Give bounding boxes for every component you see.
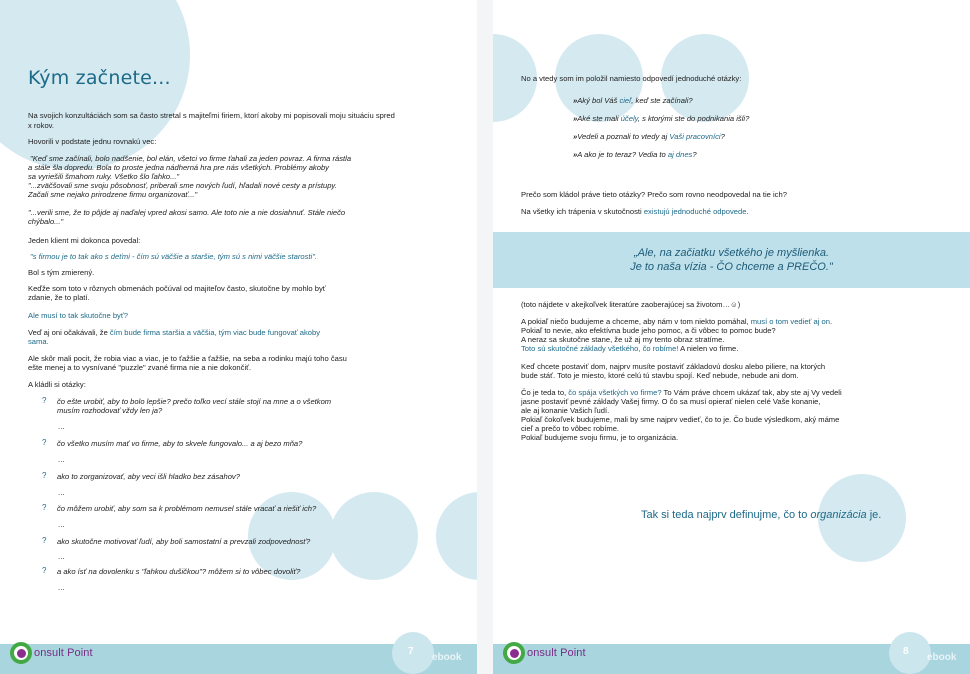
paragraph: Bol s tým zmierený. <box>28 268 95 277</box>
paragraph: No a vtedy som im položil namiesto odpovedí jednoduché otázky: <box>521 74 742 83</box>
text: To Vám práve chcem ukázať tak, aby ste aj Vy vedeli <box>661 388 842 397</box>
highlight-text: organizácia <box>810 509 867 521</box>
paragraph: (toto nájdete v akejkoľvek literatúre zaoberajúcej sa životom…☺) <box>521 300 741 309</box>
question-mark-icon: ? <box>42 566 47 575</box>
question-mark-icon: ? <box>42 438 47 447</box>
text: Aké ste mali <box>577 114 621 123</box>
brand-logo <box>503 640 586 666</box>
question-mark-icon: ? <box>42 396 47 405</box>
ellipsis: ... <box>58 583 65 592</box>
question-mark-icon: ? <box>42 503 47 512</box>
arrow-icon: » <box>573 96 578 105</box>
highlight-text: existujú jednoduché odpovede <box>643 207 747 216</box>
quote-line: sa vyriešili šmahom ruky. Všetko šlo ľahko..." <box>28 172 180 181</box>
page-number: 8 <box>903 646 909 657</box>
ellipsis: ... <box>58 455 65 464</box>
paragraph <box>521 344 738 354</box>
paragraph: bude stáť. Toto je miesto, ktoré celú tú stavbu spojí. Keď nebude, nebude ani dom. <box>521 371 799 380</box>
paragraph: ale aj konanie Vašich ľudí. <box>521 406 610 415</box>
ebook-label: ebook <box>432 652 462 663</box>
quote-line: "...verili sme, že to pôjde aj naďalej vpred akosi samo. Ale toto nie a nie dosiahnuť. Stále niečo <box>28 208 346 217</box>
highlight-text: sama. <box>28 337 49 346</box>
decor-circle <box>436 492 477 580</box>
highlight-text: Toto sú skutočné základy všetkého, čo robíme! <box>521 344 679 353</box>
question-text: čo ešte urobiť, aby to bolo lepšie? prečo toľko vecí stále stojí na mne a o všetkom <box>57 397 332 406</box>
paragraph: Keďže som toto v rôznych obmenách počúval od majiteľov často, skutočne by mohlo byť <box>28 284 326 293</box>
page-left <box>0 0 477 674</box>
paragraph: Pokiaľ budujeme svoju firmu, je to organizácia. <box>521 433 679 442</box>
arrow-icon: » <box>573 114 578 123</box>
paragraph: Pokiaľ to nevie, ako efektívna bude jeho pomoc, a či vôbec to pomoc bude? <box>521 326 776 335</box>
guiding-question <box>573 132 725 142</box>
banner-line: „Ale, na začiatku všetkého je myšlienka. <box>633 247 830 259</box>
quote-banner <box>493 232 970 288</box>
highlight-text: účely <box>620 114 638 123</box>
question-text: a ako ísť na dovolenku s "ľahkou dušičkou"? môžem si to vôbec dovoliť? <box>57 567 301 576</box>
paragraph: cieľ a prečo to vôbec robíme. <box>521 424 620 433</box>
page-title: Kým začnete... <box>28 67 171 89</box>
ellipsis: ... <box>58 422 65 431</box>
text: ? <box>692 150 697 159</box>
text: Na všetky ich trápenia v skutočnosti <box>521 207 644 216</box>
quote-line: Začali sme nejako prirodzene firmu organizovať..." <box>28 190 198 199</box>
quote-line: chýbalo..." <box>28 217 64 226</box>
paragraph: jasne postaviť pevné základy Vašej firmy. O čo sa musí opierať nielen celé Vaše konanie, <box>521 397 821 406</box>
page-number: 7 <box>408 646 414 657</box>
logo-icon <box>10 642 32 664</box>
question-mark-icon: ? <box>42 471 47 480</box>
text: Aký bol Váš <box>577 96 620 105</box>
paragraph: Hovorili v podstate jednu rovnakú vec: <box>28 137 157 146</box>
closing-statement <box>641 508 881 522</box>
text: je. <box>866 509 882 521</box>
paragraph: A kládli si otázky: <box>28 380 86 389</box>
arrow-icon: » <box>573 132 578 141</box>
page-gutter <box>477 0 493 674</box>
highlight-text: aj dnes <box>667 150 693 159</box>
paragraph: zdanie, že to platí. <box>28 293 90 302</box>
highlight-text: cieľ <box>619 96 632 105</box>
paragraph <box>521 207 749 217</box>
paragraph: ešte menej a to vysnívané "puzzle" zvané firma nie a nie dokončiť. <box>28 363 252 372</box>
quote-line: "...zväčšovali sme svoju pôsobnosť, priberali sme nových ľudí, hľadali nové cesty a prístupy. <box>28 181 337 190</box>
paragraph: Na svojich konzultáciách som sa často stretal s majiteľmi firiem, ktorí akoby mi popisovali moju situáciu spred x rokov. <box>28 111 395 130</box>
paragraph: Ale skôr mali pocit, že robia viac a viac, je to ťažšie a ťažšie, na seba a rodinku majú toho času <box>28 354 347 363</box>
paragraph: Keď chcete postaviť dom, najprv musíte postaviť základovú dosku alebo piliere, na ktorých <box>521 362 826 371</box>
page-number-circle <box>889 632 931 674</box>
text: Čo je teda to, <box>521 388 569 397</box>
quote-line: a stále šla dopredu. Bola to proste jedna nádherná hra pre nás všetkých. Problémy akoby <box>28 163 329 172</box>
question-text: musím rozhodovať vždy len ja? <box>57 406 163 415</box>
text: A pokiaľ niečo budujeme a chceme, aby nám v tom niekto pomáhal, <box>521 317 751 326</box>
paragraph: Prečo som kládol práve tieto otázky? Prečo som rovno neodpovedal na tie ich? <box>521 190 787 199</box>
highlight-text: musí o tom vedieť aj on <box>750 317 830 326</box>
banner-line: Je to naša vízia - ČO chceme a PREČO." <box>630 261 833 273</box>
highlight-text: čím bude firma staršia a väčšia, tým viac bude fungovať akoby <box>109 328 321 337</box>
paragraph <box>28 328 320 338</box>
question-mark-icon: ? <box>42 536 47 545</box>
question-text: ako to zorganizovať, aby veci išli hladko bez zásahov? <box>57 472 240 481</box>
question-text: čo môžem urobiť, aby som sa k problémom nemusel stále vracať a riešiť ich? <box>57 504 317 513</box>
text: . <box>829 317 833 326</box>
guiding-question <box>573 150 697 160</box>
paragraph: Pokiaľ čokoľvek budujeme, mali by sme najprv vedieť, čo to je. Čo bude výsledkom, aký máme <box>521 415 840 424</box>
logo-icon <box>503 642 525 664</box>
text: , keď ste začínali? <box>631 96 693 105</box>
highlight-text: Vaši pracovníci <box>669 132 721 141</box>
question-heading: Ale musí to tak skutočne byť? <box>28 311 128 320</box>
text: Tak si teda najprv definujme, čo to <box>641 509 811 521</box>
text: , s ktorými ste do podnikania išli? <box>637 114 750 123</box>
question-text: čo všetko musím mať vo firme, aby to skvele fungovalo... a aj bezo mňa? <box>57 439 303 448</box>
quote-line: "Keď sme začínali, bolo nadšenie, bol elán, všetci vo firme ťahali za jeden povraz. A firma rástla <box>30 154 352 163</box>
guiding-question <box>573 114 749 124</box>
text: A nielen vo firme. <box>678 344 739 353</box>
ellipsis: ... <box>58 488 65 497</box>
highlight-text: čo spája všetkých vo firme? <box>568 388 662 397</box>
paragraph: Jeden klient mi dokonca povedal: <box>28 236 141 245</box>
paragraph: A neraz sa skutočne stane, že už aj my tento obraz stratíme. <box>521 335 725 344</box>
brand-logo <box>10 640 93 666</box>
page-right <box>493 0 970 674</box>
ellipsis: ... <box>58 520 65 529</box>
guiding-question <box>573 96 693 106</box>
text: A ako je to teraz? Vedia to <box>577 150 668 159</box>
decor-circle <box>330 492 418 580</box>
client-quote: "s firmou je to tak ako s deťmi - čím sú väčšie a staršie, tým sú s nimi väčšie starosti". <box>30 252 318 261</box>
logo-text: onsult Point <box>34 646 93 659</box>
question-text: ako skutočne motivovať ľudí, aby boli samostatní a prevzali zodpovednosť? <box>57 537 311 546</box>
text: ? <box>720 132 725 141</box>
text: . <box>746 207 749 216</box>
ellipsis: ... <box>58 552 65 561</box>
ebook-label: ebook <box>927 652 957 663</box>
arrow-icon: » <box>573 150 578 159</box>
text: Vedeli a poznali to vtedy aj <box>577 132 670 141</box>
text: Veď aj oni očakávali, že <box>28 328 110 337</box>
logo-text: onsult Point <box>527 646 586 659</box>
